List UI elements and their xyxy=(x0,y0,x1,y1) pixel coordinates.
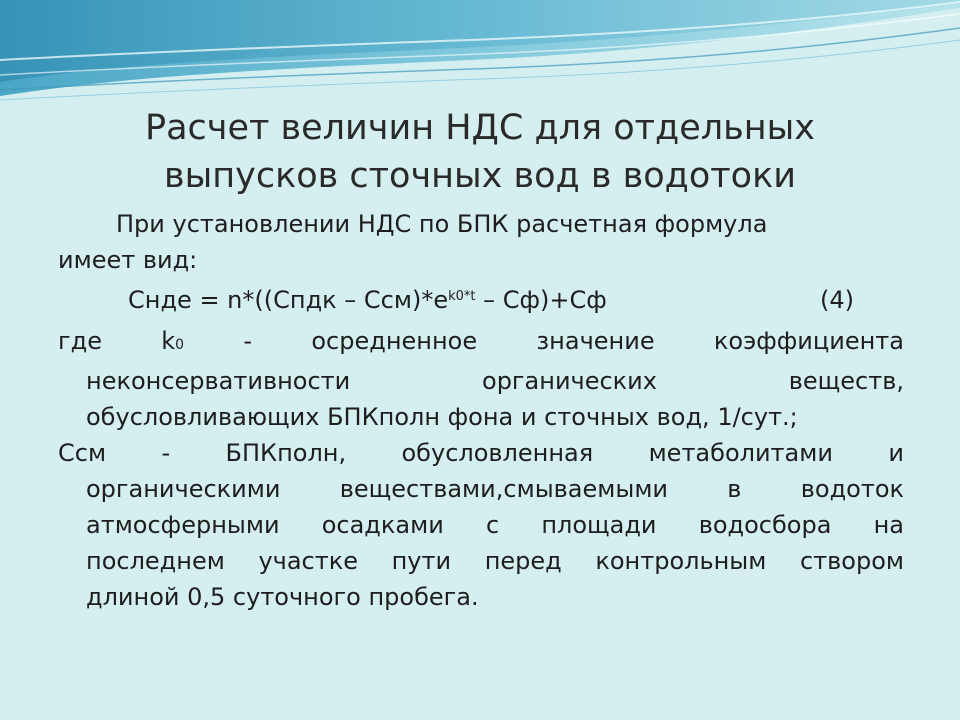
definition-ccm-word: в xyxy=(727,475,742,503)
formula-expression xyxy=(128,282,607,323)
definition-ccm-word: площади xyxy=(541,511,657,539)
definition-ccm-word: атмосферными xyxy=(86,511,280,539)
definition-ccm-word: водосбора xyxy=(698,511,832,539)
definition-ccm-word: с xyxy=(485,511,500,539)
definition-k0-word: значение xyxy=(536,327,655,355)
definition-ccm-word: створом xyxy=(799,547,904,575)
definition-k0-word: - xyxy=(243,327,253,355)
definition-ccm-line3 xyxy=(58,507,904,543)
slide-title xyxy=(60,104,900,200)
definition-k0-word: осредненное xyxy=(311,327,478,355)
slide-body xyxy=(58,206,904,615)
formula xyxy=(58,282,904,323)
definition-k0-word: неконсервативности xyxy=(86,367,351,395)
definition-ccm-word: веществами,смываемыми xyxy=(339,475,669,503)
definition-ccm-word: последнем xyxy=(86,547,225,575)
definition-k0 xyxy=(58,323,904,435)
definition-ccm-word: контрольным xyxy=(595,547,767,575)
definition-k0-text: обусловливающих БПКполн фона и сточных вод, 1/сут.; xyxy=(86,403,798,431)
definition-ccm-word: метаболитами xyxy=(648,439,833,467)
definition-k0-line3 xyxy=(58,399,904,435)
definition-k0-symbol: k0 xyxy=(161,327,185,355)
definition-ccm-word: участке xyxy=(258,547,358,575)
definition-k0-word: веществ, xyxy=(788,367,904,395)
definition-ccm-word: на xyxy=(873,511,904,539)
formula-exponent: k0*t xyxy=(448,289,476,304)
intro-text-line2: имеет вид: xyxy=(58,246,198,274)
definition-k0-word: органических xyxy=(482,367,657,395)
intro-text-line1: При установлении НДС по БПК расчетная формула xyxy=(116,210,768,238)
definition-ccm-word: водоток xyxy=(800,475,904,503)
slide-title-line1: Расчет величин НДС для отдельных xyxy=(145,108,815,148)
definition-k0-line2 xyxy=(58,363,904,399)
definition-ccm-word: БПКполн, xyxy=(225,439,347,467)
definition-ccm-word: обусловленная xyxy=(401,439,594,467)
definition-k0-line1 xyxy=(58,323,904,363)
formula-part1: Снде = n*((Спдк – Ссм)*е xyxy=(128,286,449,314)
definition-ccm-word: - xyxy=(161,439,171,467)
definition-ccm-word: органическими xyxy=(86,475,281,503)
definition-ccm-line2 xyxy=(58,471,904,507)
definition-ccm-word: осадками xyxy=(321,511,444,539)
definition-k0-word: коэффициента xyxy=(713,327,904,355)
definition-ccm-word: и xyxy=(888,439,904,467)
definition-k0-word: где xyxy=(58,327,102,355)
definition-ccm-line1 xyxy=(58,435,904,471)
definition-ccm-text: длиной 0,5 суточного пробега. xyxy=(86,583,479,611)
definition-ccm-line4 xyxy=(58,543,904,579)
definition-ccm xyxy=(58,435,904,615)
wave-header-decoration xyxy=(0,0,960,110)
definition-ccm-word: Ссм xyxy=(58,439,107,467)
definition-ccm-line5 xyxy=(58,579,904,615)
definition-ccm-word: пути xyxy=(391,547,452,575)
definition-ccm-word: перед xyxy=(484,547,562,575)
formula-part2: – Сф)+Сф xyxy=(475,286,607,314)
formula-number: (4) xyxy=(820,286,854,314)
slide-title-line2: выпусков сточных вод в водотоки xyxy=(164,156,796,196)
